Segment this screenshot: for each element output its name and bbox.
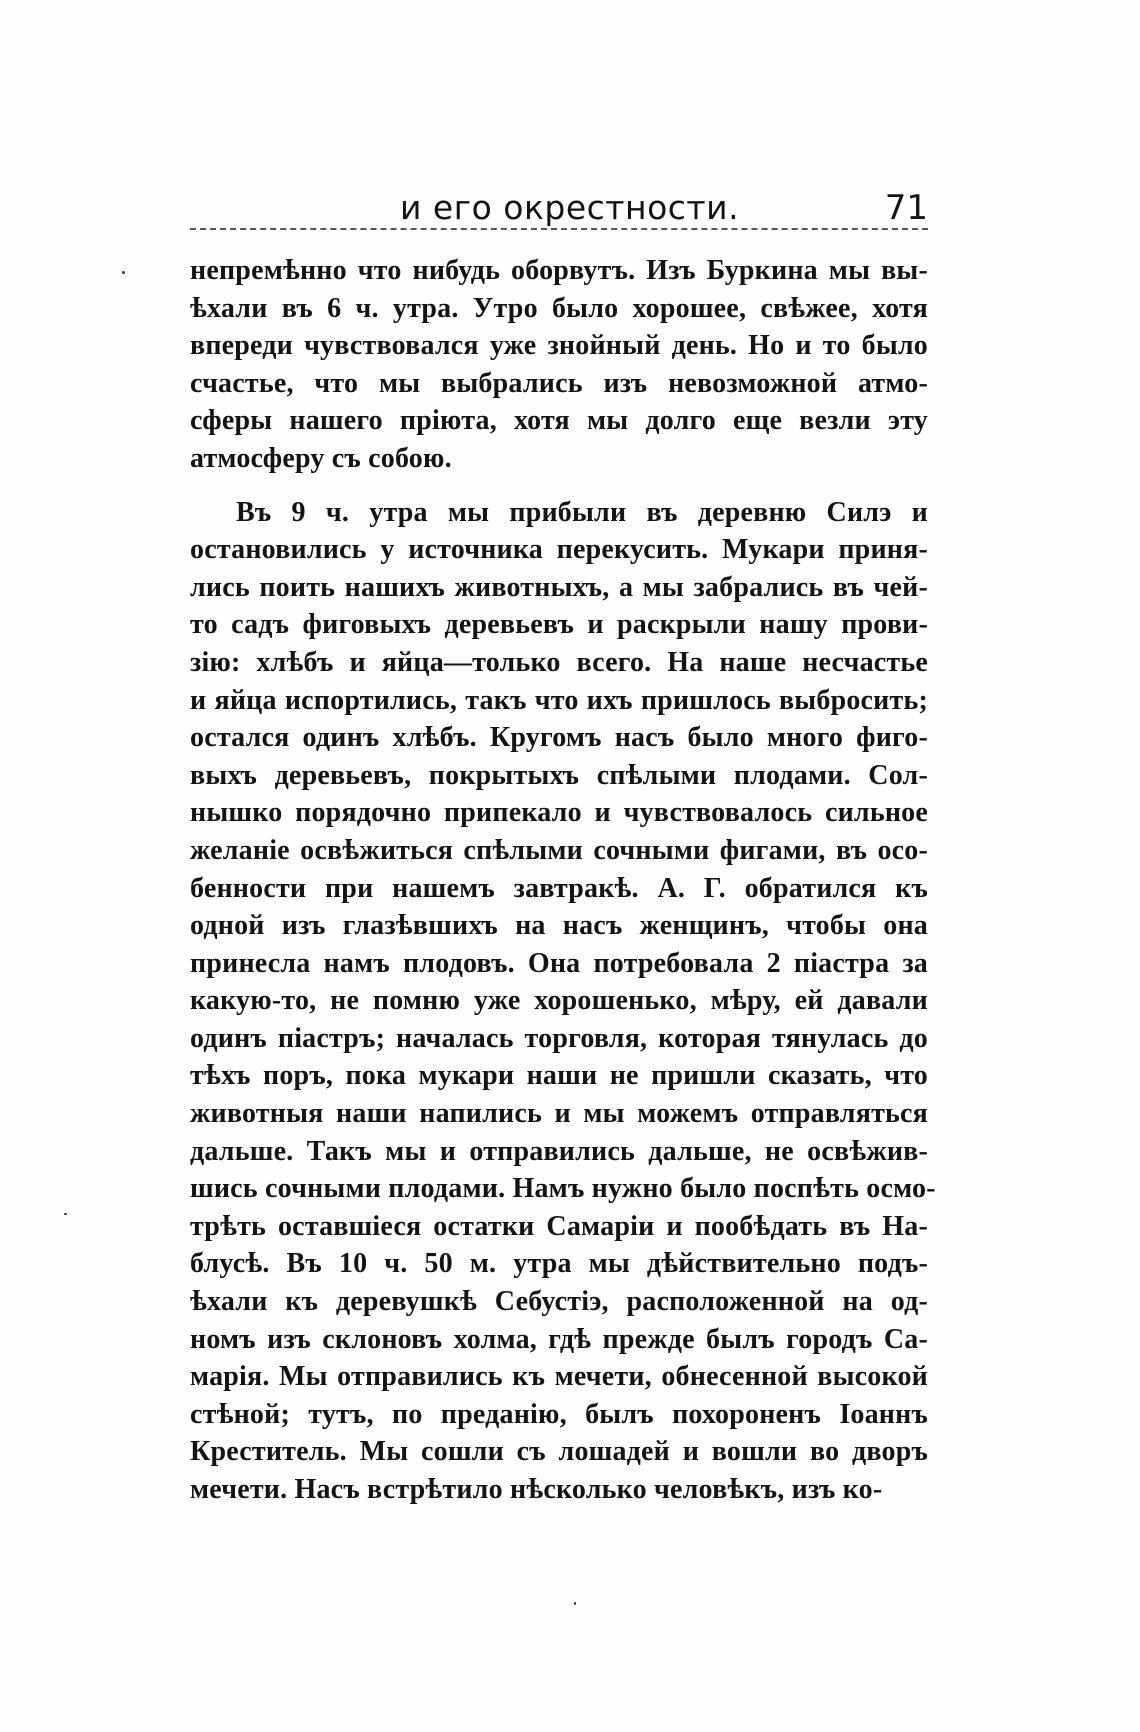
paragraph-1 [190, 252, 928, 478]
text-line: желаніе освѣжиться спѣлыми сочными фигами, въ осо- [190, 834, 928, 866]
text-line: животныя наши напились и мы можемъ отправляться [190, 1098, 928, 1130]
text-line: номъ изъ склоновъ холма, гдѣ прежде былъ городъ Са- [190, 1323, 928, 1355]
text-line: ѣхали въ 6 ч. утра. Утро было хорошее, свѣжее, хотя [190, 292, 928, 324]
body-text [190, 252, 936, 1509]
running-title: и его окрестности. [400, 188, 740, 227]
text-line: сферы нашего пріюта, хотя мы долго еще везли эту [190, 405, 928, 437]
text-line: одной изъ глазѣвшихъ на насъ женщинъ, чтобы она [190, 910, 928, 942]
text-line: нышко порядочно припекало и чувствовалось сильное [190, 797, 928, 829]
text-line: непремѣнно что нибудь оборвутъ. Изъ Буркина мы вы- [190, 255, 928, 286]
text-line: Въ 9 ч. утра мы прибыли въ деревню Силэ и [236, 496, 928, 528]
header-rule [190, 228, 928, 230]
scan-speck [64, 1213, 67, 1215]
text-line: остановились у источника перекусить. Мукари приня- [190, 534, 928, 566]
paragraph-gap [190, 478, 928, 494]
text-line: Креститель. Мы сошли съ лошадей и вошли во дворъ [190, 1436, 928, 1468]
text-line: лись поить нашихъ животныхъ, а мы забрались въ чей- [190, 571, 928, 603]
text-line: дальше. Такъ мы и отправились дальше, не освѣжив- [190, 1135, 928, 1167]
paragraph-2 [190, 494, 936, 1509]
text-line: бенности при нашемъ завтракѣ. А. Г. обратился къ [190, 872, 928, 904]
text-line: тѣхъ поръ, пока мукари наши не пришли сказать, что [190, 1060, 928, 1092]
text-line: впереди чувствовался уже знойный день. Но и то было [190, 330, 928, 362]
scan-speck [122, 271, 125, 274]
scan-speck [574, 1602, 576, 1605]
text-line: марія. Мы отправились къ мечети, обнесенной высокой [190, 1361, 928, 1393]
text-line: ѣхали къ деревушкѣ Себустіэ, расположенной на од- [190, 1286, 928, 1318]
text-line: выхъ деревьевъ, покрытыхъ спѣлыми плодами. Сол- [190, 759, 928, 791]
page-number: 71 [884, 188, 928, 228]
text-line: атмосферу съ собою. [190, 442, 452, 474]
text-line: остался одинъ хлѣбъ. Кругомъ насъ было много фиго- [190, 722, 928, 754]
text-line: то садъ фиговыхъ деревьевъ и раскрыли нашу прови- [190, 609, 928, 641]
text-line: мечети. Насъ встрѣтило нѣсколько человѣкъ, изъ ко- [190, 1474, 883, 1505]
text-line: блусѣ. Въ 10 ч. 50 м. утра мы дѣйствительно подъ- [190, 1248, 928, 1280]
text-line: трѣть оставшіеся остатки Самаріи и пообѣдать въ На- [190, 1210, 928, 1242]
text-line: принесла намъ плодовъ. Она потребовала 2 піастра за [190, 947, 928, 979]
text-line: какую-то, не помню уже хорошенько, мѣру, ей давали [190, 985, 928, 1017]
text-line: одинъ піастръ; началась торговля, которая тянулась до [190, 1022, 928, 1054]
text-line: счастье, что мы выбрались изъ невозможной атмо- [190, 367, 928, 399]
text-line: стѣной; тутъ, по преданію, былъ похороненъ Іоаннъ [190, 1398, 928, 1430]
text-line: зію: хлѣбъ и яйца—только всего. На наше несчастье [190, 646, 928, 678]
text-line: шись сочными плодами. Намъ нужно было поспѣть осмо- [190, 1173, 936, 1205]
running-head [190, 186, 928, 230]
text-line: и яйца испортились, такъ что ихъ пришлось выбросить; [190, 684, 928, 716]
